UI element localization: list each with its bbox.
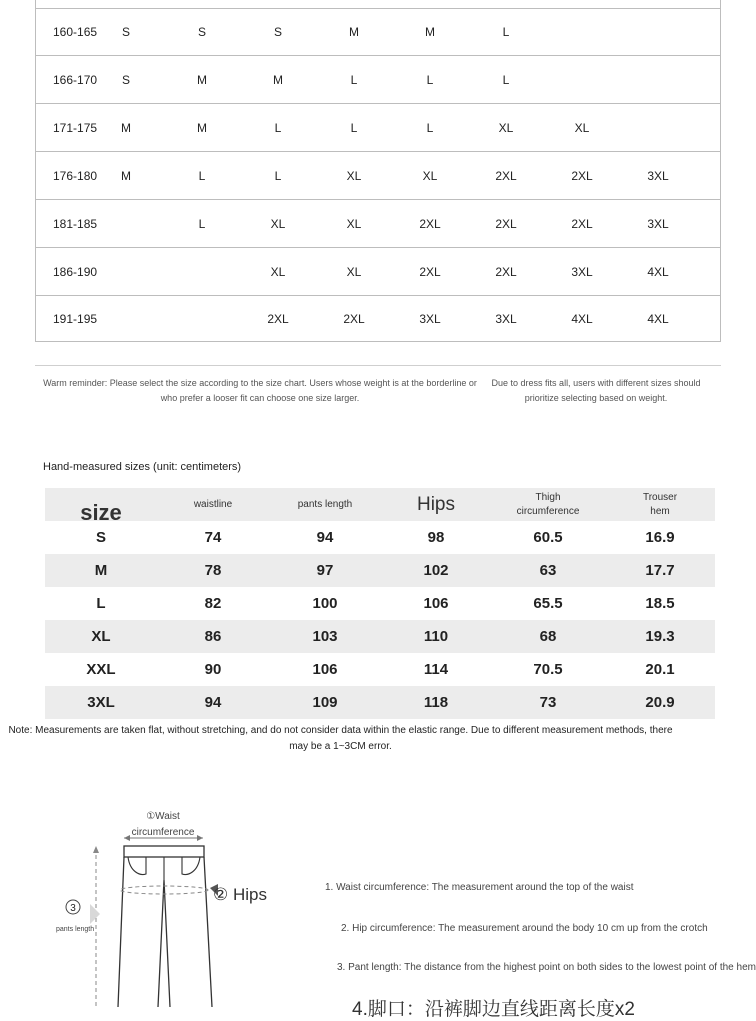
size-cell: S xyxy=(273,25,282,39)
measurement-value: 103 xyxy=(312,628,338,645)
measurement-value: 19.3 xyxy=(645,628,675,645)
size-cell: XL xyxy=(574,120,590,135)
measured-table xyxy=(45,488,715,719)
length-number: 3 xyxy=(70,903,76,914)
measurement-value: 73 xyxy=(539,694,557,711)
measurement-value: 97 xyxy=(316,562,334,579)
measurement-value: 100 xyxy=(312,595,338,612)
explanation-2: 2. Hip circumference: The measurement around the body 10 cm up from the crotch xyxy=(341,923,708,934)
measurement-value: 118 xyxy=(423,694,449,711)
size-cell: 2XL xyxy=(571,216,593,231)
height-range: 160-165 xyxy=(53,25,98,39)
size-cell: L xyxy=(274,120,282,135)
measurement-value: 16.9 xyxy=(645,529,675,546)
size-chart-row xyxy=(35,200,721,248)
height-range: 176-180 xyxy=(53,168,98,183)
size-cell: 2XL xyxy=(571,168,593,183)
size-cell: 2XL xyxy=(419,216,441,231)
size-cell: L xyxy=(426,120,434,135)
explanation-1: 1. Waist circumference: The measurement around the top of the waist xyxy=(325,882,634,893)
measurement-value: 94 xyxy=(204,694,222,711)
measured-row xyxy=(45,653,715,686)
size-cell xyxy=(177,248,227,295)
size-cell: 2XL xyxy=(343,311,365,326)
size-chart-top-border xyxy=(35,0,721,8)
size-label: 3XL xyxy=(87,694,115,711)
measurement-value: 20.1 xyxy=(645,661,675,678)
measurement-value: 98 xyxy=(427,529,445,546)
size-cell: 3XL xyxy=(647,168,669,183)
height-range: 191-195 xyxy=(53,311,98,326)
size-cell: 4XL xyxy=(647,264,669,279)
size-chart-row xyxy=(35,56,721,104)
header-size: size xyxy=(80,499,122,525)
size-chart-row xyxy=(35,248,721,296)
size-cell: 4XL xyxy=(647,311,669,326)
size-cell xyxy=(101,296,151,341)
size-cell: 2XL xyxy=(267,311,289,326)
size-cell: M xyxy=(121,168,131,183)
reminder-right: Due to dress fits all, users with different sizes should prioritize selecting based on weight. xyxy=(491,378,701,403)
size-cell: L xyxy=(502,25,510,39)
size-cell: L xyxy=(426,72,434,87)
size-cell: L xyxy=(198,168,206,183)
header-pants-length: pants length xyxy=(297,498,353,510)
size-cell: M xyxy=(197,120,207,135)
height-range: 171-175 xyxy=(53,120,98,135)
size-label: S xyxy=(95,529,106,546)
size-cell: XL xyxy=(346,264,362,279)
measured-row xyxy=(45,521,715,554)
measurement-value: 106 xyxy=(423,595,449,612)
size-cell: XL xyxy=(270,264,286,279)
measurement-value: 60.5 xyxy=(533,529,563,546)
size-cell: L xyxy=(274,168,282,183)
size-cell xyxy=(101,200,151,247)
explanation-3: 3. Pant length: The distance from the highest point on both sides to the lowest point of the hem xyxy=(337,962,756,973)
size-cell xyxy=(557,9,607,55)
size-cell: 2XL xyxy=(495,264,517,279)
size-cell: 3XL xyxy=(571,264,593,279)
size-cell xyxy=(633,9,683,55)
measurement-value: 63 xyxy=(539,562,557,579)
size-cell: M xyxy=(425,25,435,39)
measurement-value: 18.5 xyxy=(645,595,675,612)
size-cell: L xyxy=(350,120,358,135)
size-label: XL xyxy=(91,628,111,645)
measured-row xyxy=(45,620,715,653)
measurement-value: 90 xyxy=(204,661,222,678)
size-cell: XL xyxy=(498,120,514,135)
waist-label-2: circumference xyxy=(131,827,195,838)
header-hem: Trouser hem xyxy=(642,491,678,517)
measured-table-header xyxy=(45,488,715,525)
measurement-value: 65.5 xyxy=(533,595,563,612)
measurement-value: 86 xyxy=(204,628,222,645)
measurement-value: 20.9 xyxy=(645,694,675,711)
size-cell: L xyxy=(502,72,510,87)
size-cell: S xyxy=(121,25,130,39)
size-cell: 2XL xyxy=(495,216,517,231)
size-label: L xyxy=(96,595,106,612)
measurement-value: 78 xyxy=(204,562,222,579)
size-cell: S xyxy=(121,72,130,87)
size-label: M xyxy=(94,562,108,579)
size-cell: XL xyxy=(270,216,286,231)
size-cell: M xyxy=(121,120,131,135)
size-cell: M xyxy=(273,72,283,87)
size-cell: L xyxy=(350,72,358,87)
size-cell xyxy=(557,56,607,103)
measurement-value: 70.5 xyxy=(533,661,563,678)
pants-diagram xyxy=(50,800,290,1007)
waist-label-1: ①Waist xyxy=(146,811,180,822)
header-waistline: waistline xyxy=(193,498,233,510)
measurement-value: 74 xyxy=(204,529,222,546)
measured-title: Hand-measured sizes (unit: centimeters) xyxy=(43,461,242,473)
size-chart-row xyxy=(35,296,721,342)
size-cell xyxy=(633,104,683,151)
measurement-value: 17.7 xyxy=(645,562,675,579)
measurement-value: 106 xyxy=(312,661,338,678)
size-cell: M xyxy=(349,25,359,39)
size-cell: 3XL xyxy=(495,311,517,326)
explanation-4: 4.脚口：沿裤脚边直线距离长度x2 xyxy=(352,999,635,1020)
size-cell xyxy=(177,296,227,341)
header-hips: Hips xyxy=(416,493,455,515)
reminder-left: Warm reminder: Please select the size according to the size chart. Users whose weight is at the borderline or who prefer a looser fit can choose one size larger. xyxy=(43,378,477,403)
size-chart-row xyxy=(35,104,721,152)
size-cell: XL xyxy=(346,168,362,183)
measurement-value: 68 xyxy=(539,628,557,645)
size-cell: 3XL xyxy=(647,216,669,231)
measured-row xyxy=(45,587,715,620)
hips-label: ② Hips xyxy=(213,885,267,904)
size-cell: XL xyxy=(422,168,438,183)
measurement-note: Note: Measurements are taken flat, without stretching, and do not consider data within the elastic range. Due to different measurement methods, there may be a 1~3CM error. xyxy=(8,725,673,752)
height-range: 166-170 xyxy=(53,72,98,87)
measurement-value: 109 xyxy=(312,694,338,711)
size-cell: 3XL xyxy=(419,311,441,326)
size-chart-row xyxy=(35,8,721,56)
measured-row xyxy=(45,686,715,719)
size-cell xyxy=(633,56,683,103)
size-cell: 2XL xyxy=(495,168,517,183)
header-thigh: Thigh circumference xyxy=(516,491,580,517)
size-cell: M xyxy=(197,72,207,87)
measurement-value: 82 xyxy=(204,595,222,612)
measurement-value: 102 xyxy=(423,562,449,579)
size-cell: 2XL xyxy=(419,264,441,279)
measurement-value: 114 xyxy=(423,661,449,678)
divider xyxy=(35,365,721,366)
size-label: XXL xyxy=(86,661,116,678)
size-cell: XL xyxy=(346,216,362,231)
length-label: pants length xyxy=(56,926,95,933)
height-range: 181-185 xyxy=(53,216,98,231)
size-chart-row xyxy=(35,152,721,200)
measurement-value: 110 xyxy=(423,628,449,645)
measured-row xyxy=(45,554,715,587)
height-range: 186-190 xyxy=(53,264,98,279)
measurement-value: 94 xyxy=(316,529,334,546)
size-cell: S xyxy=(197,25,206,39)
size-cell xyxy=(101,248,151,295)
size-cell: 4XL xyxy=(571,311,593,326)
size-cell: L xyxy=(198,216,206,231)
